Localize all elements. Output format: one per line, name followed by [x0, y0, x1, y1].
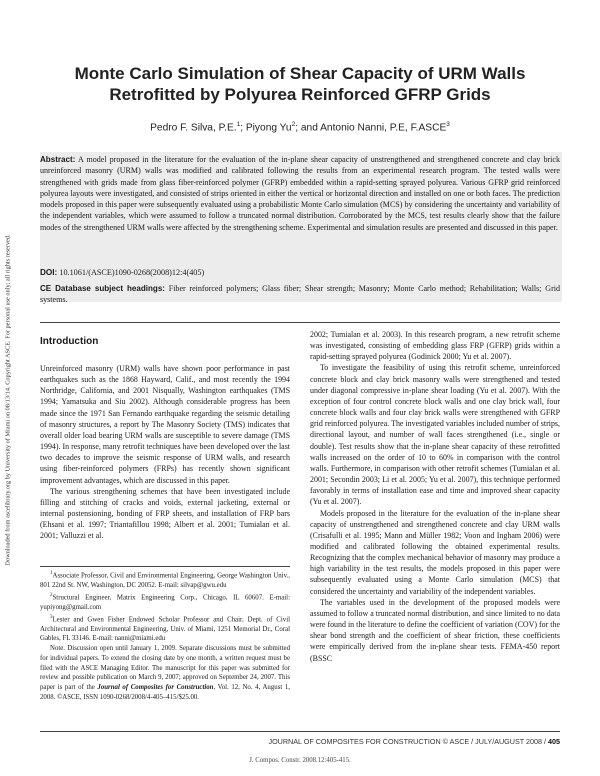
title-line-2: Retrofitted by Polyurea Reinforced GFRP Grids [109, 85, 491, 104]
right-paragraph-4: The variables used in the development of the proposed models were assumed to follow a truncated normal distribution, and since limited to no data were found in the literature to define the coefficient of variation (COV) for the shear bond strength and the coefficient of shear friction, these coefficients were empirically derived from the in-plane shear tests. FEMA-450 report (BSSC [310, 597, 560, 663]
footnote-2 [40, 591, 290, 613]
right-paragraph-1: 2002; Tumialan et al. 2003). In this research program, a new retrofit scheme was investigated, consisting of embedding glass FRP (GFRP) grids within a rapid-setting sprayed polyurea (Godinick 2000; Yu et al. 2007). [310, 330, 560, 362]
download-sidebar-note [1, 190, 15, 610]
subject-headings [40, 283, 560, 306]
footnote-2-text: Structural Engineer, Matrix Engineering Corp., Chicago, IL 60607. E-mail: yupiyong@gmail.com [40, 594, 290, 611]
abstract [40, 154, 560, 233]
author-3-affil: 3 [446, 121, 450, 128]
left-column [40, 363, 290, 542]
left-paragraph-2: The various strengthening schemes that have been investigated include filling and stitching of cracks and voids, external jacketing, external or internal postensioning, bonding of FRP sheets, and installation of FRP bars (Ehsani et al. 1997; Triantafillou 1998; Albert et al. 2001; Tumialan et al. 2001; Valluzzi et al. [40, 486, 290, 541]
note-text-after: , Vol. 12, No. 4, August 1, 2008. ©ASCE, ISSN 1090-0268/2008/4-405–415/$25.00. [40, 684, 290, 701]
footnote-3-mark: 3 [50, 614, 53, 620]
subject-headings-label: CE Database subject headings: [40, 284, 165, 293]
footnotes [40, 569, 290, 703]
footnote-2-mark: 2 [50, 592, 53, 598]
abstract-text: A model proposed in the literature for the evaluation of the in-plane shear capacity of unstrengthened and strengthened concrete and clay brick unreinforced masonry (URM) walls was modified and calibrated following the results from an experimental research program. The tested walls were strengthened with grids made from glass fiber-reinforced polymer (GFRP) embedded within a rapid-setting sprayed polyurea. Various GFRP grid reinforced polyurea layouts were investigated, and consisted of strips oriented in either the vertical or horizontal direction and installed on one or both faces. The prediction models proposed in this paper were subsequently evaluated using a probabilistic Monte Carlo simulation (MCS) by considering the uncertainty and variability of the independent variables, which were assumed to follow a truncated normal distribution. Corroborated by the MCS, test results clearly show that the failure modes of the strengthened URM walls were affected by the strengthening scheme. Experimental and simulation results are presented and discussed in this paper. [40, 155, 560, 232]
right-column [310, 329, 560, 664]
author-1-affil: 1 [236, 121, 241, 128]
page-number: 405 [548, 737, 560, 746]
journal-name: Journal of Composites for Construction [97, 684, 214, 692]
footnote-3-text: Lester and Gwen Fisher Endowed Scholar Professor and Chair, Dept. of Civil Architectural and Environmental Engineering, Univ. of Miami, 1251 Memorial Dr., Coral Gables, FL 33146. E-mail: nanni@miami.edu [40, 615, 290, 643]
subject-headings-text: Fiber reinforced polymers; Glass fiber; Shear strength; Masonry; Monte Carlo method; Rehabilitation; Walls; Grid systems. [40, 284, 561, 305]
doi-value: 10.1061/(ASCE)1090-0268(2008)12:4(405) [59, 268, 205, 277]
author-1: Pedro F. Silva, P.E. [150, 122, 237, 134]
introduction-heading: Introduction [40, 336, 99, 347]
paper-title [40, 63, 560, 105]
discussion-note [40, 644, 290, 703]
footnote-1-mark: 1 [50, 571, 53, 576]
abstract-label: Abstract: [40, 155, 76, 164]
right-paragraph-3: Models proposed in the literature for the evaluation of the in-plane shear capacity of unstrengthened and strengthened concrete and clay URM walls (Crisafulli et al. 1995; Mann and Müller 1982; Voon and Ingham 2006) were modified and calibrated following the obtained experimental results. Recognizing that the complex mechanical behavior of masonry may produce a high variability in the test results, the models proposed in this paper were subsequently evaluated using a Monte Carlo simulation (MCS) that considered the uncertainty and variability of the independent variables. [310, 508, 560, 596]
left-paragraph-1: Unreinforced masonry (URM) walls have shown poor performance in past earthquakes such as the 1868 Hayward, Calif., and most recently the 1994 Northridge, California, and 2001 Nisqually, Washington earthquakes (TMS 1994; Yamatsuka and Siu 2002). Although considerable progress has been made since the 1971 San Fernando earthquake regarding the seismic detailing of masonry structures, a report by The Masonry Society (TMS) indicates that overall older load bearing URM walls are susceptible to severe damage (TMS 1994). In response, many retrofit techniques have been developed over the last two decades to improve the seismic response of URM walls, and research using fiber-reinforced polymers (FRPs) has recently shown significant improvement advantages, which are discussed in this paper. [40, 364, 290, 485]
title-line-1: Monte Carlo Simulation of Shear Capacity of URM Walls [74, 64, 526, 83]
author-separator-2: ; and [295, 122, 321, 134]
running-footer [268, 737, 560, 746]
author-line [40, 121, 560, 133]
author-3: Antonio Nanni, P.E, F.ASCE [320, 122, 447, 134]
footnote-divider [40, 566, 290, 567]
right-paragraph-2: To investigate the feasibility of using this retrofit scheme, unreinforced concrete block and clay brick masonry walls were strengthened and tested under diagonal compressive in-plane shear loading (Yu et al. 2007). With the exception of four control concrete block walls and one clay brick wall, four concrete block walls and four clay brick walls were strengthened with GFRP grid reinforced polyurea. The investigated variables included number of strips, directional layout, and number of wall faces strengthened (i.e., single or double). Test results show that the in-plane shear capacity of these retrofitted walls increased on the order of 10 to 60% in comparison with the control walls. Furthermore, in comparison with other retrofit schemes (Tumialan et al. 2001; Secondin 2003; Li et al. 2005; Yu et al. 2007), this technique performed favorably in terms of installation ease and time and improved shear capacity (Yu et al. 2007). [310, 363, 560, 507]
author-2: Piyong Yu [245, 122, 292, 134]
footer-divider [40, 731, 560, 732]
doi-line [40, 267, 560, 278]
footnote-3 [40, 613, 290, 645]
author-2-affil: 2 [291, 121, 296, 128]
citation-line: J. Compos. Constr. 2008.12:405-415. [249, 757, 351, 764]
note-text-before: Note. Discussion open until January 1, 2009. Separate discussions must be submitted for individual papers. To extend the closing date by one month, a written request must be filed with the ASCE Managing Editor. The manuscript for this paper was submitted for review and possible publication on March 9, 2007; approved on September 24, 2007. This paper is part of the [40, 645, 290, 692]
header-divider [40, 322, 560, 323]
author-separator-1: ; [240, 122, 246, 134]
running-footer-text: JOURNAL OF COMPOSITES FOR CONSTRUCTION © ASCE / JULY/AUGUST 2008 / [268, 737, 548, 746]
footnote-1 [40, 569, 290, 591]
download-note-text: Downloaded from ascelibrary.org by University of Miami on 08/13/14. Copyright ASCE. For personal use only; all rights reserved. [4, 234, 12, 566]
footnote-1-text: Associate Professor, Civil and Environmental Engineering, George Washington Univ., 801 22nd St. NW, Washington, DC 20052. E-mail: silvap@gwu.edu [40, 572, 290, 590]
doi-label: DOI: [40, 268, 58, 277]
